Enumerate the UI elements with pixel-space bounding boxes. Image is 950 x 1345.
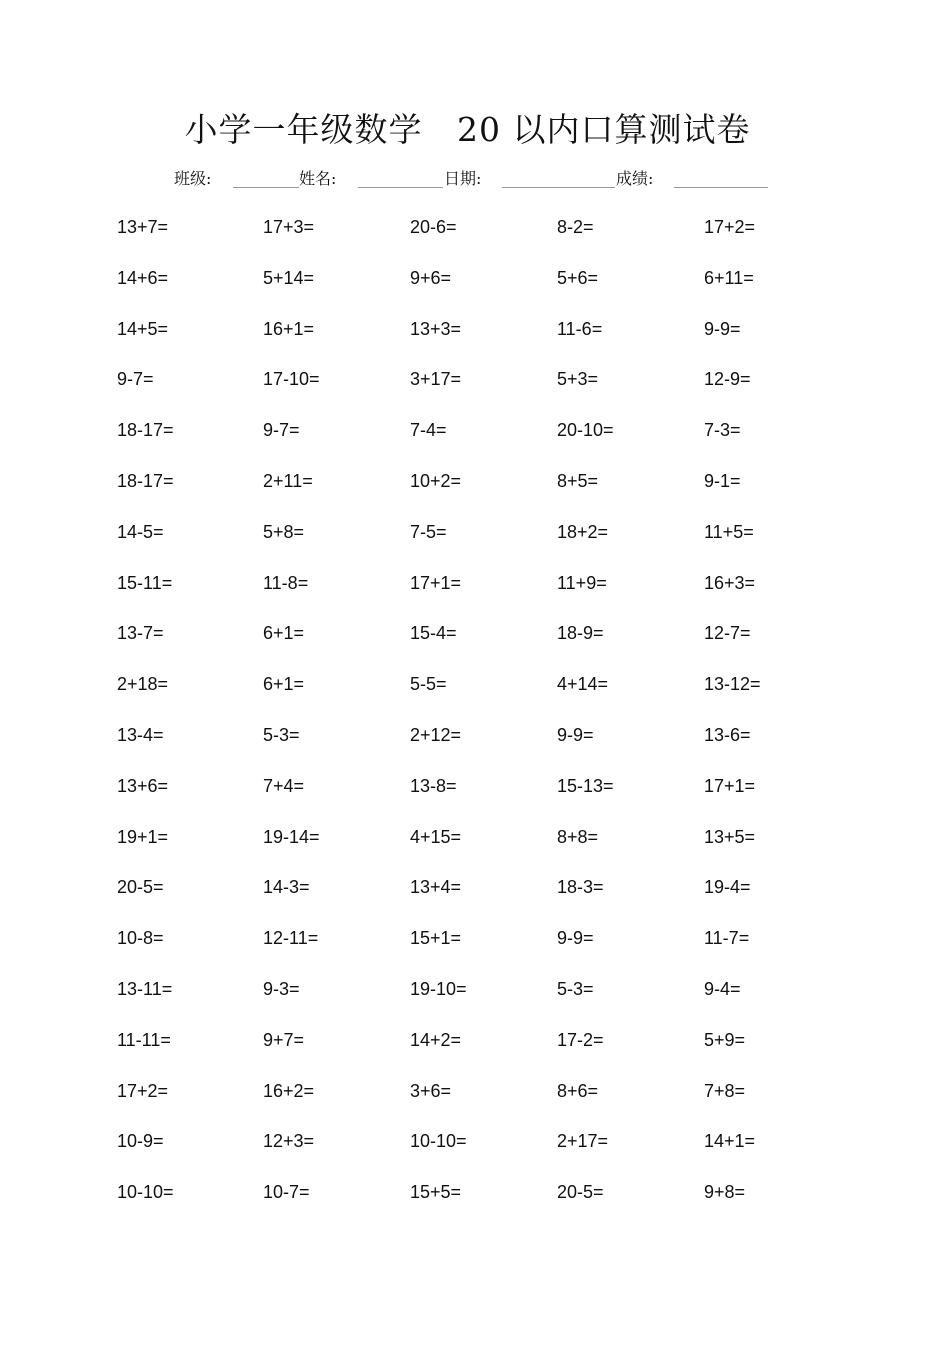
name-label: 姓名:	[299, 169, 337, 188]
problem-item: 11-7=	[704, 928, 750, 948]
problem-item: 19-14=	[263, 827, 320, 847]
problem-item: 2+18=	[117, 674, 169, 694]
date-blank[interactable]	[502, 187, 615, 188]
problem-item: 19+1=	[117, 827, 169, 847]
problem-item: 9-7=	[117, 369, 154, 389]
problem-item: 9-7=	[263, 420, 300, 440]
problem-item: 6+1=	[263, 674, 305, 694]
problem-item: 18-17=	[117, 471, 174, 491]
problem-item: 14-3=	[263, 877, 310, 897]
problem-item: 18+2=	[557, 522, 609, 542]
problem-item: 20-5=	[117, 877, 164, 897]
problem-item: 5+8=	[263, 522, 305, 542]
problem-item: 14-5=	[117, 522, 164, 542]
problem-item: 17-10=	[263, 369, 320, 389]
problem-item: 5+14=	[263, 268, 315, 288]
problem-item: 15-11=	[117, 573, 173, 593]
problem-item: 11-11=	[117, 1030, 171, 1050]
worksheet-title: 小学一年级数学 20 以内口算测试卷	[184, 110, 751, 149]
problem-item: 11-8=	[263, 573, 309, 593]
problem-item: 13+6=	[117, 776, 169, 796]
problem-item: 5+9=	[704, 1030, 746, 1050]
problem-item: 3+6=	[410, 1081, 452, 1101]
problem-item: 9-9=	[557, 928, 594, 948]
problem-item: 5-5=	[410, 674, 447, 694]
problem-item: 10-9=	[117, 1131, 164, 1151]
problem-item: 7+4=	[263, 776, 305, 796]
problem-item: 15+5=	[410, 1182, 462, 1202]
problem-item: 15+1=	[410, 928, 462, 948]
problem-item: 17+3=	[263, 217, 315, 237]
problem-item: 5-3=	[557, 979, 594, 999]
problem-item: 13-12=	[704, 674, 761, 694]
problem-item: 19-4=	[704, 877, 751, 897]
problem-item: 9-9=	[704, 319, 741, 339]
problem-item: 13+7=	[117, 217, 169, 237]
problem-item: 11-6=	[557, 319, 603, 339]
problem-item: 17+2=	[704, 217, 756, 237]
problem-item: 14+2=	[410, 1030, 462, 1050]
problem-item: 10-8=	[117, 928, 164, 948]
problem-item: 10-10=	[117, 1182, 174, 1202]
problem-item: 5+3=	[557, 369, 599, 389]
problem-item: 17+1=	[410, 573, 462, 593]
problem-item: 9+6=	[410, 268, 452, 288]
problem-item: 5-3=	[263, 725, 300, 745]
problem-item: 16+1=	[263, 319, 315, 339]
problem-item: 18-3=	[557, 877, 604, 897]
problem-item: 19-10=	[410, 979, 467, 999]
problem-item: 2+11=	[263, 471, 313, 491]
problem-item: 14+6=	[117, 268, 169, 288]
problem-item: 12-9=	[704, 369, 751, 389]
problem-item: 14+1=	[704, 1131, 756, 1151]
problem-item: 7-4=	[410, 420, 447, 440]
problem-item: 20-6=	[410, 217, 457, 237]
problem-item: 12-11=	[263, 928, 319, 948]
class-blank[interactable]	[233, 187, 299, 188]
problem-item: 13-11=	[117, 979, 173, 999]
problem-item: 9-3=	[263, 979, 300, 999]
problem-item: 16+2=	[263, 1081, 315, 1101]
problem-item: 6+1=	[263, 623, 305, 643]
problem-item: 6+11=	[704, 268, 754, 288]
problem-item: 15-13=	[557, 776, 614, 796]
problem-item: 10-10=	[410, 1131, 467, 1151]
problem-item: 7-5=	[410, 522, 447, 542]
problem-item: 11+5=	[704, 522, 754, 542]
problem-item: 13+3=	[410, 319, 462, 339]
problem-item: 17+2=	[117, 1081, 169, 1101]
problem-item: 9-1=	[704, 471, 741, 491]
problem-item: 14+5=	[117, 319, 169, 339]
problem-item: 18-17=	[117, 420, 174, 440]
problem-item: 2+12=	[410, 725, 462, 745]
problem-item: 13+4=	[410, 877, 462, 897]
score-label: 成绩:	[616, 169, 654, 188]
problem-item: 8+8=	[557, 827, 599, 847]
problem-item: 10-7=	[263, 1182, 310, 1202]
class-label: 班级:	[174, 169, 212, 188]
problem-item: 9+8=	[704, 1182, 746, 1202]
problem-item: 4+15=	[410, 827, 462, 847]
problem-item: 13-7=	[117, 623, 164, 643]
problem-item: 13-6=	[704, 725, 751, 745]
date-label: 日期:	[444, 169, 482, 188]
problem-item: 11+9=	[557, 573, 607, 593]
problem-item: 12+3=	[263, 1131, 315, 1151]
problem-item: 8+6=	[557, 1081, 599, 1101]
problem-item: 17-2=	[557, 1030, 604, 1050]
problem-item: 9-4=	[704, 979, 741, 999]
problem-item: 8+5=	[557, 471, 599, 491]
problem-item: 13-4=	[117, 725, 164, 745]
problem-item: 13+5=	[704, 827, 756, 847]
problem-item: 4+14=	[557, 674, 609, 694]
problem-item: 15-4=	[410, 623, 457, 643]
problem-item: 9+7=	[263, 1030, 305, 1050]
problem-item: 20-5=	[557, 1182, 604, 1202]
problem-item: 7-3=	[704, 420, 741, 440]
problem-item: 10+2=	[410, 471, 462, 491]
problem-item: 3+17=	[410, 369, 462, 389]
problem-item: 17+1=	[704, 776, 756, 796]
problem-item: 5+6=	[557, 268, 599, 288]
problem-item: 20-10=	[557, 420, 614, 440]
problem-item: 18-9=	[557, 623, 604, 643]
problem-item: 12-7=	[704, 623, 751, 643]
problem-item: 7+8=	[704, 1081, 746, 1101]
problem-item: 16+3=	[704, 573, 756, 593]
problem-item: 13-8=	[410, 776, 457, 796]
problem-item: 2+17=	[557, 1131, 609, 1151]
problem-item: 9-9=	[557, 725, 594, 745]
score-blank[interactable]	[674, 187, 768, 188]
problem-item: 8-2=	[557, 217, 594, 237]
name-blank[interactable]	[358, 187, 443, 188]
